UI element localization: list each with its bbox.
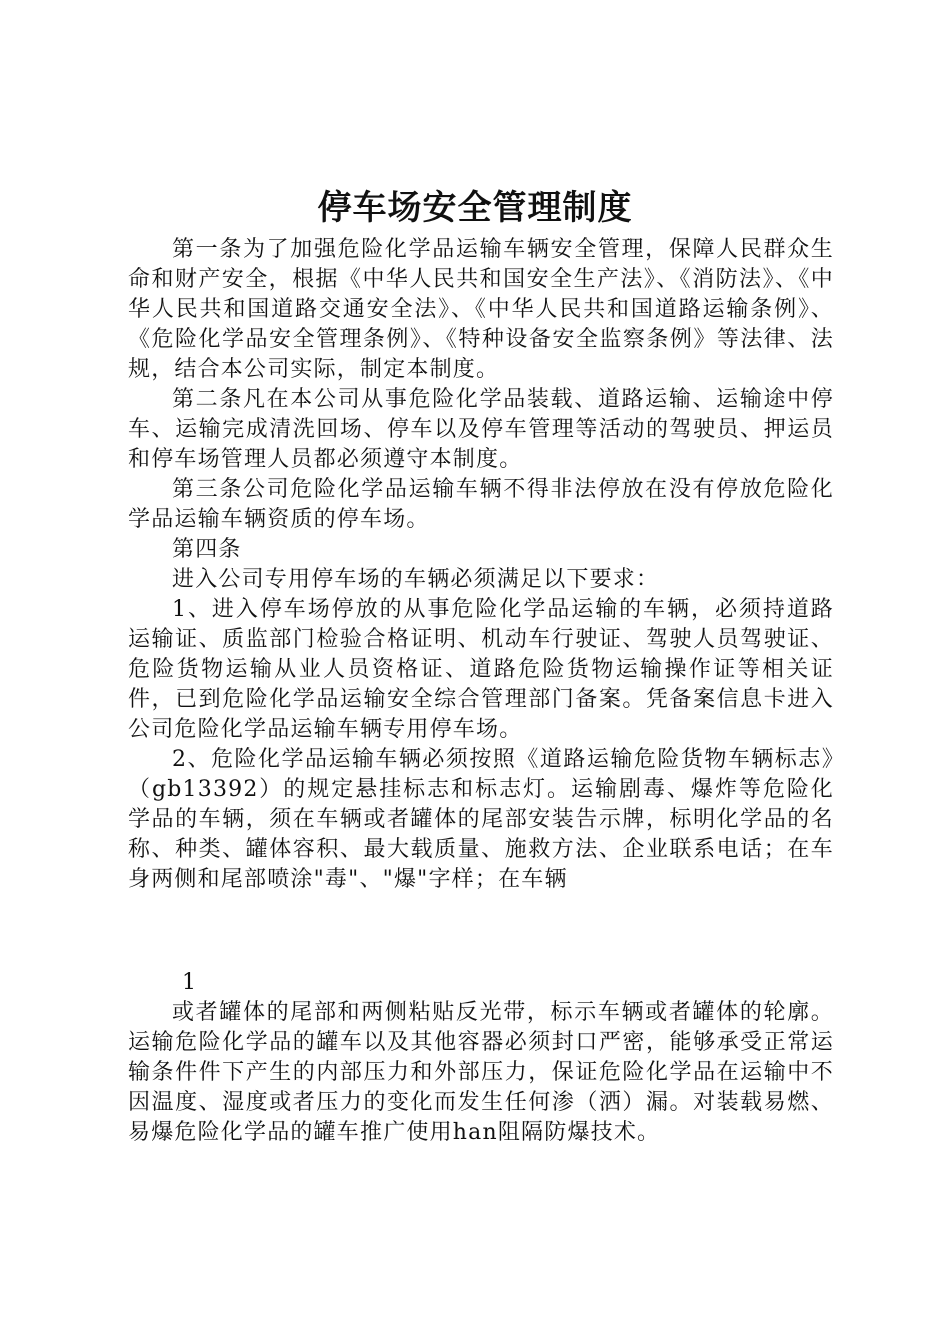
paragraph-item-2: 2、危险化学品运输车辆必须按照《道路运输危险货物车辆标志》（gb13392）的规定悬挂标志和标志灯。运输剧毒、爆炸等危险化学品的车辆，须在车辆或者罐体的尾部安装告示牌，标明化学品的名称、种类、罐体容积、最大载质量、施救方法、企业联系电话；在车身两侧和尾部喷涂"毒"、"爆"字样；在车辆 bbox=[128, 747, 834, 892]
page-number: 1 bbox=[182, 970, 196, 995]
document-body bbox=[128, 235, 834, 895]
paragraph-article-2: 第二条凡在本公司从事危险化学品装载、道路运输、运输途中停车、运输完成清洗回场、停车以及停车管理等活动的驾驶员、押运员和停车场管理人员都必须遵守本制度。 bbox=[128, 387, 834, 472]
paragraph-continuation: 或者罐体的尾部和两侧粘贴反光带，标示车辆或者罐体的轮廓。运输危险化学品的罐车以及其他容器必须封口严密，能够承受正常运输条件件下产生的内部压力和外部压力，保证危险化学品在运输中不因温度、湿度或者压力的变化而发生任何渗（洒）漏。对装载易燃、易爆危险化学品的罐车推广使用han阻隔防爆技术。 bbox=[128, 1000, 834, 1145]
paragraph-item-1: 1、进入停车场停放的从事危险化学品运输的车辆，必须持道路运输证、质监部门检验合格证明、机动车行驶证、驾驶人员驾驶证、危险货物运输从业人员资格证、道路危险货物运输操作证等相关证件，已到危险化学品运输安全综合管理部门备案。凭备案信息卡进入公司危险化学品运输车辆专用停车场。 bbox=[128, 597, 834, 742]
paragraph-article-4-intro: 进入公司专用停车场的车辆必须满足以下要求： bbox=[172, 567, 660, 592]
document-title: 停车场安全管理制度 bbox=[317, 188, 633, 228]
paragraph-article-3: 第三条公司危险化学品运输车辆不得非法停放在没有停放危险化学品运输车辆资质的停车场。 bbox=[128, 477, 834, 532]
paragraph-article-4-heading: 第四条 bbox=[172, 537, 242, 562]
document-body-continued bbox=[128, 998, 834, 1148]
paragraph-article-1: 第一条为了加强危险化学品运输车辆安全管理，保障人民群众生命和财产安全，根据《中华人民共和国安全生产法》、《消防法》、《中华人民共和国道路交通安全法》、《中华人民共和国道路运输条例》、《危险化学品安全管理条例》、《特种设备安全监察条例》等法律、法规，结合本公司实际，制定本制度。 bbox=[128, 237, 834, 382]
